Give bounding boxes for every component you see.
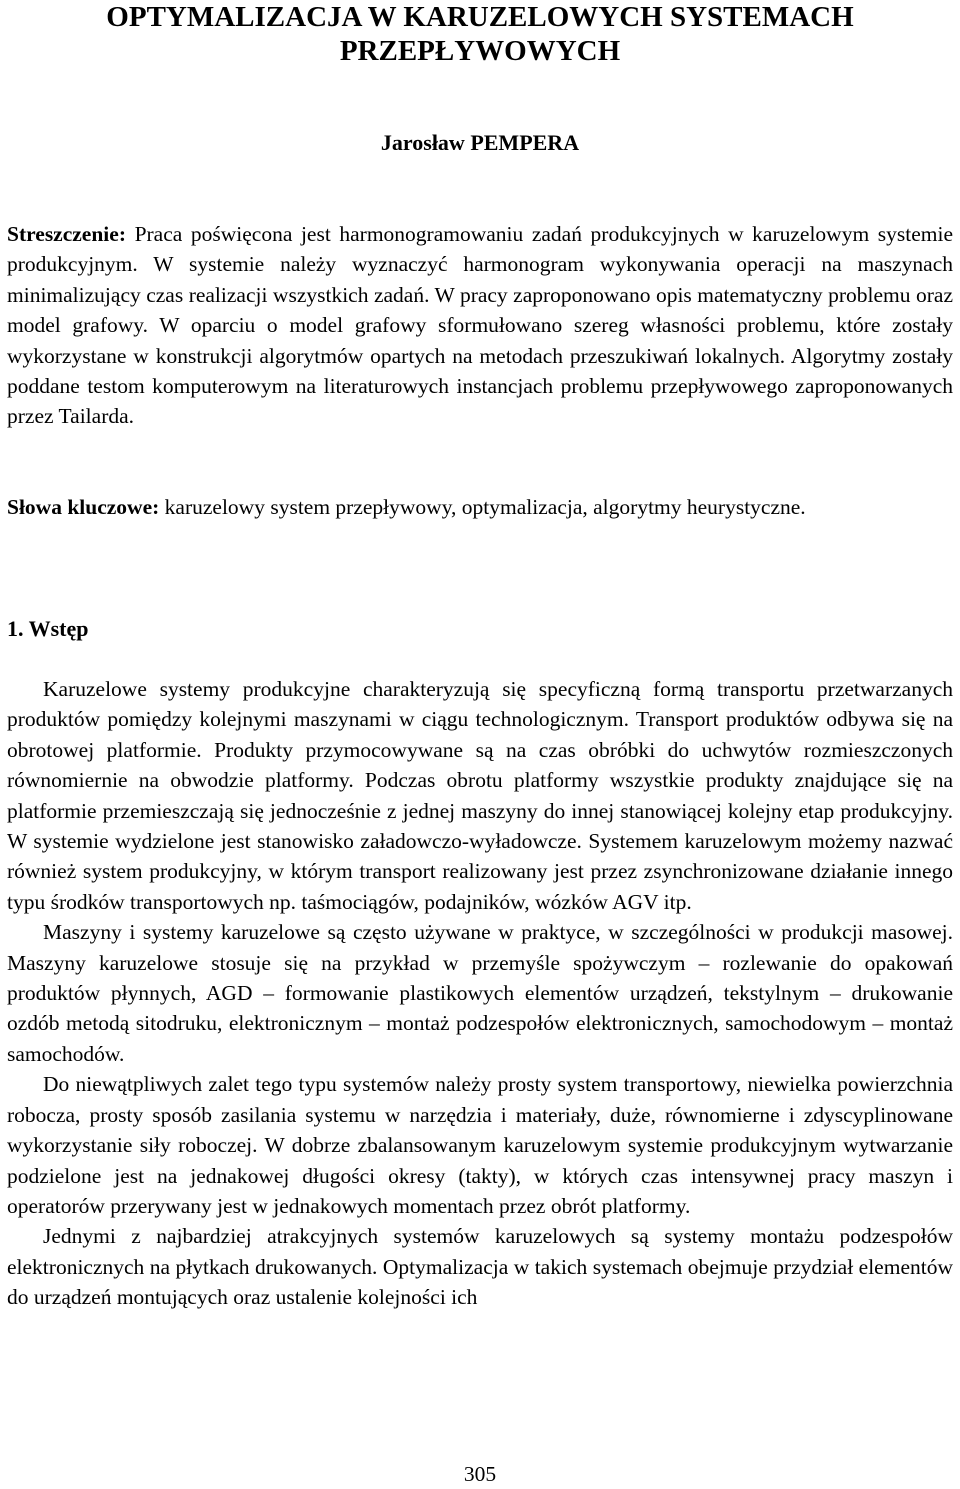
keywords-text: karuzelowy system przepływowy, optymalizacja, algorytmy heurystyczne.: [159, 495, 806, 519]
abstract-label: Streszczenie:: [7, 222, 126, 246]
paper-title: [7, 0, 953, 68]
paper-title-line-2: PRZEPŁYWOWYCH: [339, 35, 621, 67]
keywords-label: Słowa kluczowe:: [7, 495, 160, 519]
page-number: 305: [463, 1462, 497, 1486]
section-body: [7, 674, 953, 1313]
author-name: Jarosław PEMPERA: [380, 130, 580, 155]
abstract: [7, 219, 953, 432]
document-page: [7, 0, 953, 1310]
body-paragraph-2: Maszyny i systemy karuzelowe są często używane w praktyce, w szczególności w produkcji masowej. Maszyny karuzelowe stosuje się na przykład w przemyśle spożywczym – rozlewanie do opakowań produktów płynnych, AGD – formowanie plastikowych elementów urządzeń, tekstylnym – drukowanie ozdób metodą sitodruku, elektronicznym – montaż podzespołów elektronicznych, samochodowym – montaż samochodów.: [7, 920, 953, 1066]
abstract-text: Praca poświęcona jest harmonogramowaniu zadań produkcyjnych w karuzelowym systemie produkcyjnym. W systemie należy wyznaczyć harmonogram wykonywania operacji na maszynach minimalizujący czas realizacji wszystkich zadań. W pracy zaproponowano opis matematyczny problemu oraz model grafowy. W oparciu o model grafowy sformułowano szereg własności problemu, które zostały wykorzystane w konstrukcji algorytmów opartych na metodach przeszukiwań lokalnych. Algorytmy zostały poddane testom komputerowym na literaturowych instancjach problemu przepływowego zaproponowanych przez Tailarda.: [7, 222, 953, 429]
section-heading: 1. Wstęp: [7, 616, 89, 641]
paper-title-line-1: OPTYMALIZACJA W KARUZELOWYCH SYSTEMACH: [106, 1, 854, 33]
body-paragraph-1: Karuzelowe systemy produkcyjne charakteryzują się specyficzną formą transportu przetwarzanych produktów pomiędzy kolejnymi maszynami w ciągu technologicznym. Transport produktów odbywa się na obrotowej platformie. Produkty przymocowywane są na czas obróbki do uchwytów rozmieszczonych równomiernie na obwodzie platformy. Podczas obrotu platformy wszystkie produkty znajdujące się na platformie przemieszczają się jednocześnie z jednej maszyny do innej stanowiącej kolejny etap produkcyjny. W systemie wydzielone jest stanowisko załadowczo-wyładowcze. Systemem karuzelowym możemy nazwać również system produkcyjny, w którym transport realizowany jest przez zsynchronizowane działanie innego typu środków transportowych np. taśmociągów, podajników, wózków AGV itp.: [7, 677, 953, 914]
body-paragraph-3: Do niewątpliwych zalet tego typu systemów należy prosty system transportowy, niewielka powierzchnia robocza, prosty sposób zasilania systemu w narzędzia i materiały, duże, równomierne i zdyscyplinowane wykorzystanie siły roboczej. W dobrze zbalansowanym karuzelowym systemie produkcyjnym wytwarzanie podzielone jest na jednakowej długości okresy (takty), w których czas intensywnej pracy maszyn i operatorów przerywany jest w jednakowych momentach przez obrót platformy.: [7, 1072, 953, 1218]
body-paragraph-4: Jednymi z najbardziej atrakcyjnych systemów karuzelowych są systemy montażu podzespołów elektronicznych na płytkach drukowanych. Optymalizacja w takich systemach obejmuje przydział elementów do urządzeń montujących oraz ustalenie kolejności ich: [7, 1224, 953, 1310]
keywords: [7, 492, 953, 522]
